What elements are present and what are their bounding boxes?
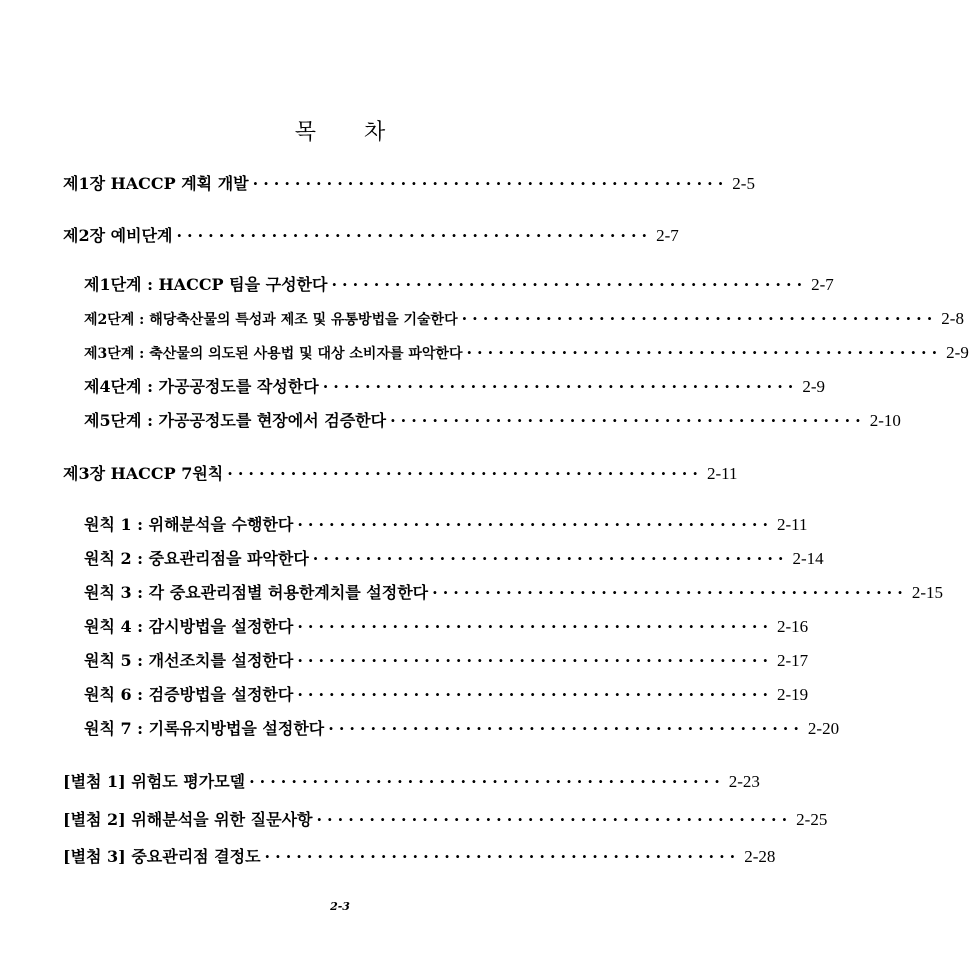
toc-entry-principle-5[interactable] xyxy=(84,649,809,673)
toc-entry-chapter-3[interactable] xyxy=(63,462,738,486)
toc-page: 2-17 xyxy=(777,651,809,670)
toc-entry-principle-6[interactable] xyxy=(84,683,809,707)
toc-label: 원칙 4 : 감시방법을 설정한다 xyxy=(84,617,294,636)
toc-entry-appendix-3[interactable] xyxy=(63,845,776,869)
toc-entry-principle-4[interactable] xyxy=(84,615,809,639)
dot-leader: ············································· xyxy=(466,343,943,362)
toc-page: 2-10 xyxy=(869,411,901,430)
toc-page: 2-20 xyxy=(807,719,840,738)
toc-label: 제3장 HACCP 7원칙 xyxy=(63,464,224,483)
toc-label: 원칙 6 : 검증방법을 설정한다 xyxy=(84,685,294,704)
page-number: 2-3 xyxy=(330,900,350,913)
toc-entry-step-4[interactable] xyxy=(84,375,826,399)
toc-entry-chapter-2[interactable] xyxy=(63,224,679,248)
toc-page: 2-5 xyxy=(732,174,755,193)
toc-label: 원칙 7 : 기록유지방법을 설정한다 xyxy=(84,719,325,738)
toc-label: 제2장 예비단계 xyxy=(63,226,173,245)
toc-page: 2-19 xyxy=(777,685,809,704)
toc-label: 제3단계 : 축산물의 의도된 사용법 및 대상 소비자를 파악한다 xyxy=(84,346,463,362)
dot-leader: ············································· xyxy=(297,617,774,636)
toc-page: 2-16 xyxy=(777,617,809,636)
toc-label: 제2단계 : 해당축산물의 특성과 제조 및 유통방법을 기술한다 xyxy=(84,312,458,328)
dot-leader: ············································· xyxy=(390,411,866,430)
toc-label: [별첨 2] 위해분석을 위한 질문사항 xyxy=(63,810,313,829)
dot-leader: ············································· xyxy=(312,549,789,568)
toc-page: 2-9 xyxy=(946,343,969,362)
toc-entry-principle-7[interactable] xyxy=(84,717,840,741)
toc-entry-step-3[interactable] xyxy=(84,341,969,365)
dot-leader: ············································· xyxy=(252,174,729,193)
toc-label: 제1장 HACCP 계획 개발 xyxy=(63,174,249,193)
dot-leader: ············································· xyxy=(461,309,938,328)
dot-leader: ············································· xyxy=(322,377,799,396)
toc-label: 원칙 2 : 중요관리점을 파악한다 xyxy=(84,549,309,568)
dot-leader: ············································· xyxy=(176,226,653,245)
dot-leader: ············································· xyxy=(297,651,774,670)
toc-entry-chapter-1[interactable] xyxy=(63,172,755,196)
toc-page: 2-28 xyxy=(744,847,776,866)
toc-entry-step-2[interactable] xyxy=(84,307,964,331)
toc-page: 2-7 xyxy=(656,226,679,245)
dot-leader: ············································· xyxy=(297,515,774,534)
toc-label: [별첨 1] 위험도 평가모델 xyxy=(63,772,246,791)
toc-label: 제4단계 : 가공공정도를 작성한다 xyxy=(84,377,319,396)
toc-label: 원칙 5 : 개선조치를 설정한다 xyxy=(84,651,294,670)
toc-page: 2-23 xyxy=(728,772,760,791)
toc-page: 2-14 xyxy=(792,549,824,568)
toc-label: 원칙 1 : 위해분석을 수행한다 xyxy=(84,515,294,534)
title-left: 목 xyxy=(294,120,316,145)
toc-entry-step-5[interactable] xyxy=(84,409,901,433)
dot-leader: ············································· xyxy=(297,685,774,704)
toc-page: 2-7 xyxy=(811,275,834,294)
toc-label: 제1단계 : HACCP 팀을 구성한다 xyxy=(84,275,328,294)
dot-leader: ············································· xyxy=(264,847,741,866)
toc-page: 2-25 xyxy=(796,810,828,829)
toc-page: 2-11 xyxy=(777,515,808,534)
toc-label: 제5단계 : 가공공정도를 현장에서 검증한다 xyxy=(84,411,387,430)
toc-entry-principle-3[interactable] xyxy=(84,581,943,605)
dot-leader: ············································· xyxy=(316,810,793,829)
toc-label: [별첨 3] 중요관리점 결정도 xyxy=(63,847,261,866)
page-title xyxy=(0,115,680,146)
dot-leader: ············································· xyxy=(331,275,808,294)
dot-leader: ············································· xyxy=(328,719,804,738)
toc-entry-step-1[interactable] xyxy=(84,273,834,297)
dot-leader: ············································· xyxy=(249,772,725,791)
toc-entry-principle-1[interactable] xyxy=(84,513,808,537)
title-right: 차 xyxy=(364,120,386,145)
toc-entry-appendix-1[interactable] xyxy=(63,770,760,794)
toc-entry-appendix-2[interactable] xyxy=(63,808,828,832)
dot-leader: ············································· xyxy=(227,464,703,483)
toc-page: 2-8 xyxy=(941,309,964,328)
dot-leader: ············································· xyxy=(432,583,908,602)
toc-entry-principle-2[interactable] xyxy=(84,547,824,571)
toc-page: 2-11 xyxy=(706,464,738,483)
toc-page: 2-9 xyxy=(802,377,826,396)
toc-page: 2-15 xyxy=(911,583,943,602)
toc-label: 원칙 3 : 각 중요관리점별 허용한계치를 설정한다 xyxy=(84,583,429,602)
